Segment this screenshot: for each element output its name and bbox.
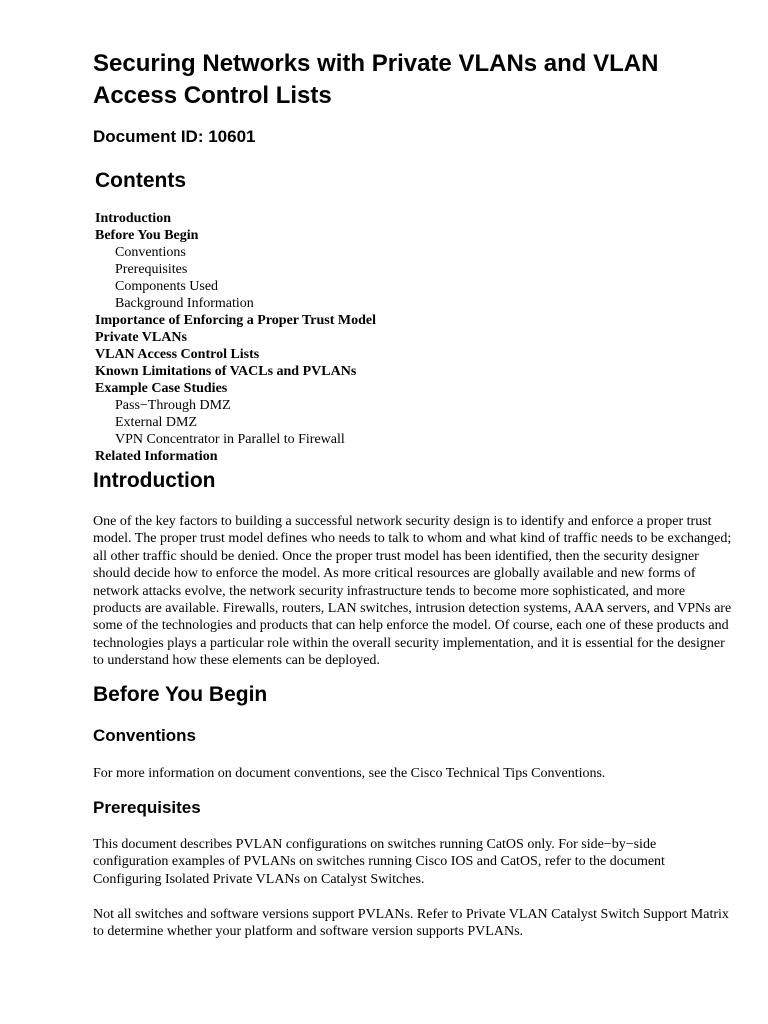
conventions-heading: Conventions (93, 726, 196, 745)
toc-item[interactable]: Known Limitations of VACLs and PVLANs (95, 364, 357, 379)
prerequisites-heading: Prerequisites (93, 798, 201, 817)
prerequisites-paragraph-1: This document describes PVLAN configurations on switches running CatOS only. For side−by−side configuration examples of PVLANs on switches running Cisco IOS and CatOS, refer to the document Configuring Isolated Private VLANs on Catalyst Switches. (93, 837, 665, 887)
document-id: Document ID: 10601 (93, 127, 256, 146)
toc-item[interactable]: Components Used (115, 279, 219, 294)
toc-item[interactable]: Conventions (115, 245, 186, 260)
toc-item[interactable]: Prerequisites (115, 262, 188, 277)
toc-item[interactable]: Private VLANs (95, 330, 187, 345)
toc-item[interactable]: External DMZ (115, 415, 198, 430)
document-title: Securing Networks with Private VLANs and VLAN Access Control Lists (93, 50, 659, 109)
introduction-heading: Introduction (93, 469, 216, 492)
before-you-begin-heading: Before You Begin (93, 683, 268, 706)
contents-heading: Contents (95, 169, 186, 192)
toc-item[interactable]: Related Information (95, 449, 218, 464)
toc-item[interactable]: VPN Concentrator in Parallel to Firewall (115, 432, 345, 447)
toc-item[interactable]: Background Information (115, 296, 254, 311)
table-of-contents (95, 210, 376, 465)
introduction-paragraph: One of the key factors to building a successful network security design is to identify and enforce a proper trust model. The proper trust model defines who needs to talk to whom and what kind of traffic needs to be exchanged; all other traffic should be denied. Once the proper trust model has been identified, then the security designer should decide how to enforce the model. As more critical resources are globally available and new forms of network attacks evolve, the network security infrastructure tends to become more sophisticated, and more products are available. Firewalls, routers, LAN switches, intrusion detection systems, AAA servers, and VPNs are some of the technologies and products that can help enforce the model. Of course, each one of these products and technologies plays a particular role within the overall security implementation, and it is essential for the designer to understand how these elements can be deployed. (93, 514, 732, 669)
toc-item[interactable]: Example Case Studies (95, 381, 228, 396)
conventions-paragraph: For more information on document conventions, see the Cisco Technical Tips Conventions. (93, 766, 606, 781)
prerequisites-paragraph-2: Not all switches and software versions support PVLANs. Refer to Private VLAN Catalyst Switch Support Matrix to determine whether your platform and software version supports PVLANs. (93, 907, 729, 940)
toc-item[interactable]: VLAN Access Control Lists (95, 347, 260, 362)
toc-item[interactable]: Before You Begin (95, 228, 199, 243)
toc-item[interactable]: Introduction (95, 211, 171, 226)
toc-item[interactable]: Pass−Through DMZ (115, 398, 231, 413)
toc-item[interactable]: Importance of Enforcing a Proper Trust Model (95, 313, 377, 328)
